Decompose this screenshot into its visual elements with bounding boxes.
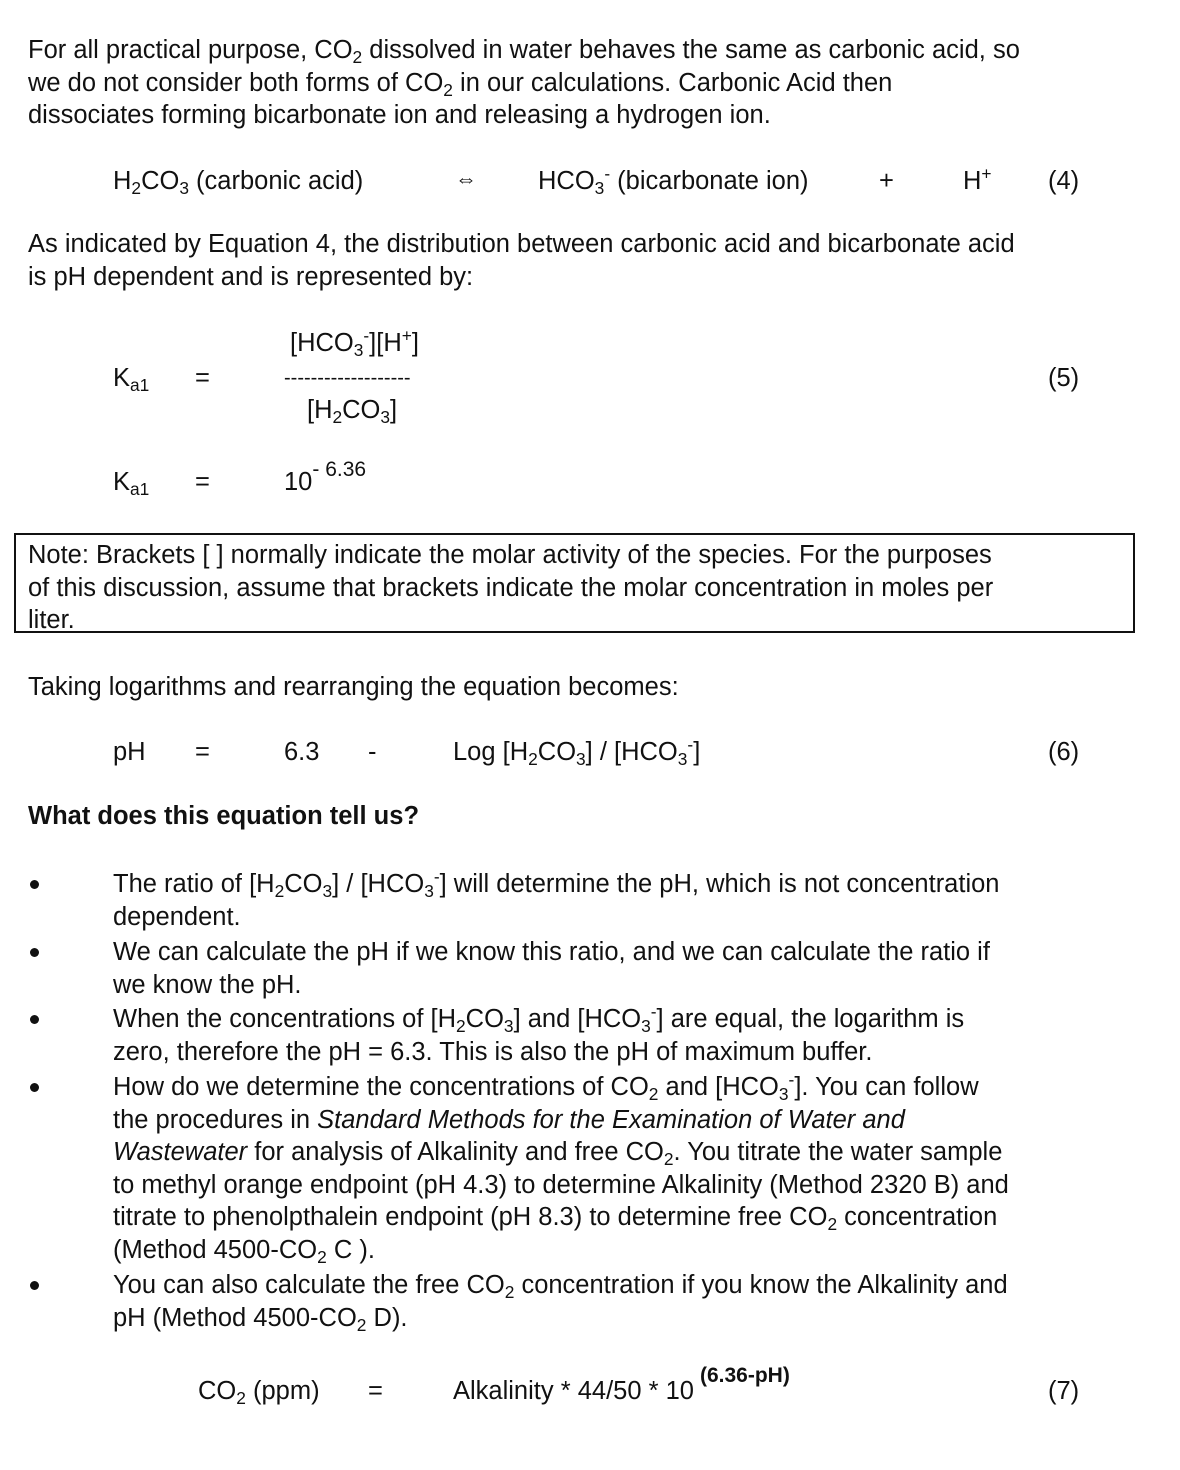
eq6-minus: - xyxy=(368,738,377,766)
eq5-denominator: $[H_2CO_3]$ xyxy=(307,396,398,427)
eq5-equals: = xyxy=(195,364,210,392)
eq6-log-term: Log $[H_2CO_3] / [HCO_3^-]$ xyxy=(453,734,701,769)
intro-line-2: we do not consider both forms of $CO_2$ in our calculations. Carbonic Acid then xyxy=(28,68,893,100)
note-box xyxy=(14,533,1135,633)
eq4-reactant: $H_2CO_3$ (carbonic acid) xyxy=(113,167,364,198)
eq5-ka1: $K_{a1}$ xyxy=(113,364,150,395)
eq7-rhs: Alkalinity * $44/50 * 10^{(6.36-pH)}$ xyxy=(453,1364,790,1405)
eq7-equals: = xyxy=(368,1377,383,1405)
para2-line-2: is pH dependent and is represented by: xyxy=(28,262,474,291)
intro-line-1: For all practical purpose, $CO_2$ dissolved in water behaves the same as carbonic acid, so xyxy=(28,36,1020,67)
bullet-dot xyxy=(30,948,39,957)
eq6-equals: = xyxy=(195,738,210,766)
bullet-1: The ratio of $[H_2CO_3] / [HCO_3^-]$ will determine the pH, which is not concentration dependent. xyxy=(113,866,1000,931)
eq5-number: (5) xyxy=(1048,364,1080,392)
paragraph-2 xyxy=(28,228,1158,293)
bullet-dot xyxy=(30,1015,39,1024)
eq7-number: (7) xyxy=(1048,1377,1080,1405)
bullet-dot xyxy=(30,1083,39,1092)
eq4-bicarbonate: $HCO_3^-$ (bicarbonate ion) xyxy=(538,163,809,198)
bullet-dot xyxy=(30,1281,39,1290)
intro-line-3: dissociates forming bicarbonate ion and releasing a hydrogen ion. xyxy=(28,101,771,129)
note-line-3: liter. xyxy=(28,606,75,634)
bullet-3: When the concentrations of $[H_2CO_3]$ and $[HCO_3^-]$ are equal, the logarithm is zero, therefore the pH = 6.3. This is also the pH of maximum buffer. xyxy=(113,1001,965,1066)
eq5b-equals: = xyxy=(195,468,210,496)
eq4-plus: + xyxy=(879,167,894,195)
para2-line-1: As indicated by Equation 4, the distribution between carbonic acid and bicarbonate acid xyxy=(28,230,1015,258)
eq5b-exponent: - 6.36 xyxy=(312,458,367,481)
eq6-ph: pH xyxy=(113,738,146,766)
equilibrium-arrow-icon: ⇔ xyxy=(455,166,477,191)
eq4-number: (4) xyxy=(1048,167,1080,195)
bullet-4: How do we determine the concentrations of $CO_2$ and $[HCO_3^-]$. You can follow the procedures in Standard Methods for the Examination of Water and Wastewater for analysis of Alkalinity and free $CO_2$. You titrate the water sample to methyl orange endpoint (pH 4.3) to determine Alkalinity (Method 2320 B) and titrate to phenolpthalein endpoint (pH 8.3) to determine free $CO_2$ concentration (Method $4500-CO_2$ C ). xyxy=(113,1069,1009,1267)
bullet-dot xyxy=(30,880,39,889)
note-line-2: of this discussion, assume that brackets indicate the molar concentration in moles per xyxy=(28,573,994,602)
eq5b-value: $10^{- 6.36}$ xyxy=(284,458,367,496)
eq7-exponent: (6.36-pH) xyxy=(699,1364,790,1387)
bullet-2: We can calculate the pH if we know this ratio, and we can calculate the ratio if we know the pH. xyxy=(113,938,990,999)
eq6-number: (6) xyxy=(1048,738,1080,766)
eq5-fraction-bar: ------------------- xyxy=(284,367,411,389)
note-line-1: Note: Brackets [ ] normally indicate the molar activity of the species. For the purposes xyxy=(28,541,992,569)
eq5b-ka1: $K_{a1}$ xyxy=(113,468,150,499)
section-heading: What does this equation tell us? xyxy=(28,802,420,830)
eq5-numerator: $[HCO_3^-][H^+]$ xyxy=(290,325,419,360)
bullet-5: You can also calculate the free $CO_2$ concentration if you know the Alkalinity and pH (Method $4500-CO_2$ D). xyxy=(113,1271,1008,1335)
intro-paragraph xyxy=(28,34,1158,132)
eq4-hydrogen: H+ xyxy=(963,163,992,195)
eq7-co2-ppm: $CO_2$ (ppm) xyxy=(198,1377,320,1408)
paragraph-3: Taking logarithms and rearranging the equation becomes: xyxy=(28,673,679,701)
eq6-value: 6.3 xyxy=(284,738,320,766)
book-title: Standard Methods for the Examination of Water and xyxy=(317,1105,905,1134)
